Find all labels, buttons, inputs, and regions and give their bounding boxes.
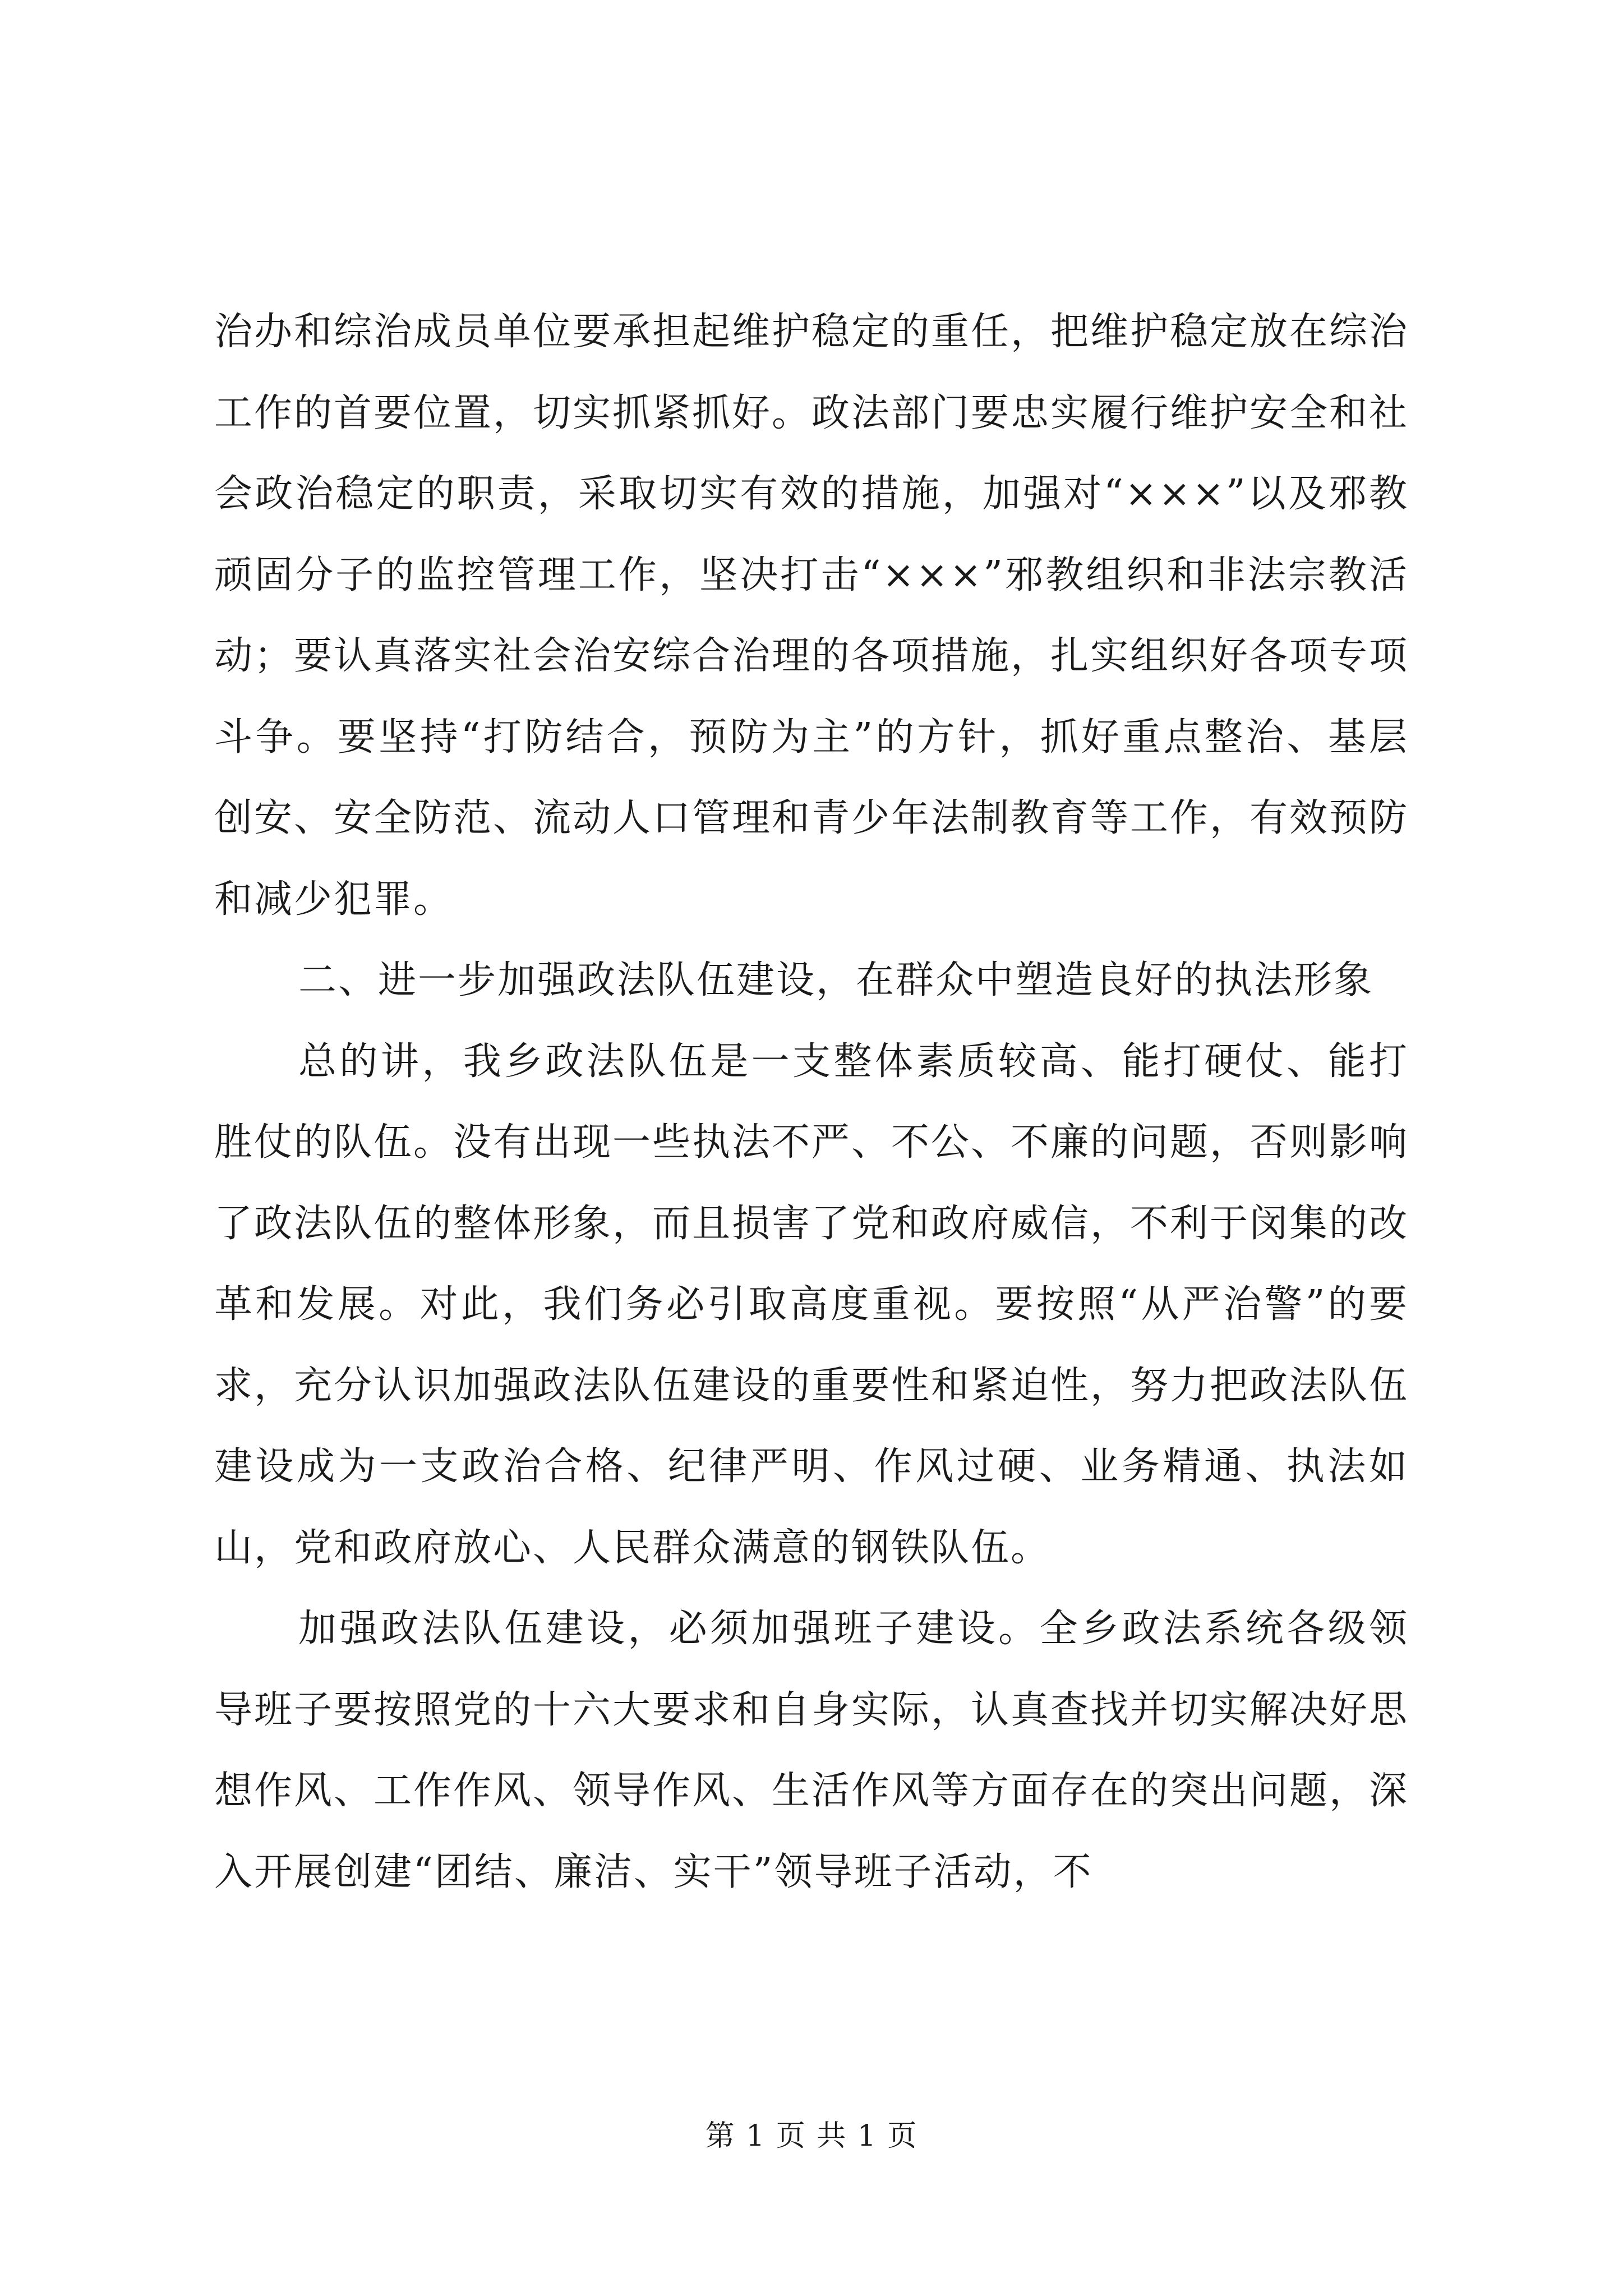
- paragraph-team-overview: 总的讲，我乡政法队伍是一支整体素质较高、能打硬仗、能打胜仗的队伍。没有出现一些执法不严、不公、不廉的问题，否则影响了政法队伍的整体形象，而且损害了党和政府威信，不利于闵集的改革和发展。对此，我们务必引取高度重视。要按照“从严治警”的要求，充分认识加强政法队伍建设的重要性和紧迫性，努力把政法队伍建设成为一支政治合格、纪律严明、作风过硬、业务精通、执法如山，党和政府放心、人民群众满意的钢铁队伍。: [214, 1039, 1409, 1570]
- document-body: [214, 292, 1409, 1913]
- section-heading-2: 二、进一步加强政法队伍建设，在群众中塑造良好的执法形象: [298, 958, 1374, 1002]
- page-number-footer: 第 1 页 共 1 页: [705, 2119, 918, 2153]
- paragraph-continued: 治办和综治成员单位要承担起维护稳定的重任，把维护稳定放在综治工作的首要位置，切实抓紧抓好。政法部门要忠实履行维护安全和社会政治稳定的职责，采取切实有效的措施，加强对“×××”以及邪教顽固分子的监控管理工作，坚决打击“×××”邪教组织和非法宗教活动；要认真落实社会治安综合治理的各项措施，扎实组织好各项专项斗争。要坚持“打防结合，预防为主”的方针，抓好重点整治、基层创安、安全防范、流动人口管理和青少年法制教育等工作，有效预防和减少犯罪。: [214, 310, 1409, 922]
- paragraph-leadership-building: 加强政法队伍建设，必须加强班子建设。全乡政法系统各级领导班子要按照党的十六大要求和自身实际，认真查找并切实解决好思想作风、工作作风、领导作风、生活作风等方面存在的突出问题，深入开展创建“团结、廉洁、实干”领导班子活动，不: [214, 1607, 1409, 1894]
